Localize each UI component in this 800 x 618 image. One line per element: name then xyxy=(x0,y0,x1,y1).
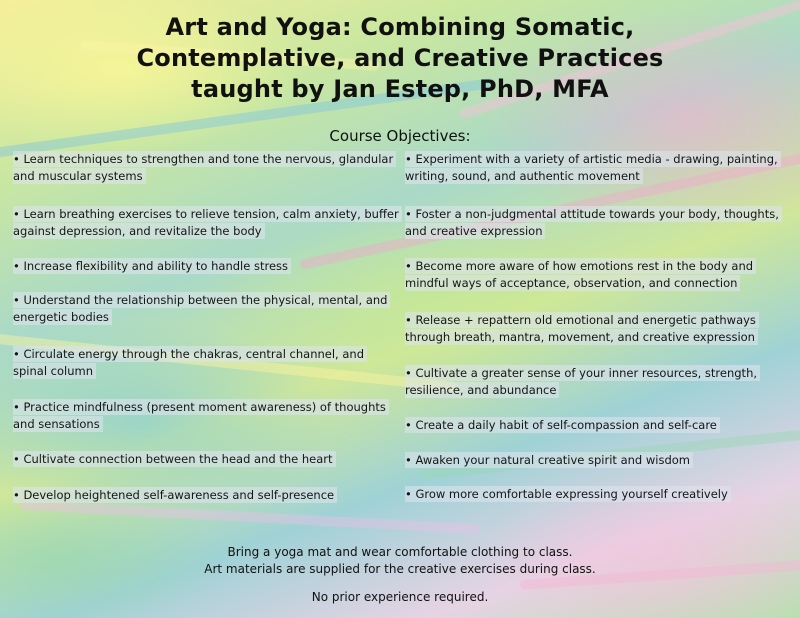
objective-item: • Learn breathing exercises to relieve tension, calm anxiety, buffer against depression, and revitalize the body xyxy=(13,206,401,240)
objective-item: • Increase flexibility and ability to handle stress xyxy=(13,258,401,275)
objective-item: • Grow more comfortable expressing yourself creatively xyxy=(405,486,790,503)
footer-note-experience: No prior experience required. xyxy=(311,590,489,604)
objective-item: • Foster a non-judgmental attitude towards your body, thoughts, and creative expression xyxy=(405,206,790,240)
instructor-line: taught by Jan Estep, PhD, MFA xyxy=(191,75,609,103)
objective-item: • Learn techniques to strengthen and tone the nervous, glandular and muscular systems xyxy=(13,151,401,185)
objective-item: • Become more aware of how emotions rest in the body and mindful ways of acceptance, observation, and connection xyxy=(405,258,790,292)
footer-note-materials: Art materials are supplied for the creative exercises during class. xyxy=(204,562,596,576)
objective-item: • Awaken your natural creative spirit and wisdom xyxy=(405,452,790,469)
objective-item: • Experiment with a variety of artistic media - drawing, painting, writing, sound, and authentic movement xyxy=(405,151,790,185)
objective-item: • Develop heightened self-awareness and self-presence xyxy=(13,487,401,504)
objective-item: • Cultivate a greater sense of your inner resources, strength, resilience, and abundance xyxy=(405,365,790,399)
objective-item: • Create a daily habit of self-compassion and self-care xyxy=(405,417,790,434)
objective-item: • Circulate energy through the chakras, central channel, and spinal column xyxy=(13,346,401,380)
objective-item: • Release + repattern old emotional and energetic pathways through breath, mantra, movement, and creative expression xyxy=(405,312,790,346)
paint-streak xyxy=(20,500,480,534)
objective-item: • Cultivate connection between the head and the heart xyxy=(13,451,401,468)
objectives-heading: Course Objectives: xyxy=(329,127,471,145)
course-title-line-2: Contemplative, and Creative Practices xyxy=(136,44,664,72)
objective-item: • Understand the relationship between the physical, mental, and energetic bodies xyxy=(13,292,401,326)
footer-note-mat: Bring a yoga mat and wear comfortable clothing to class. xyxy=(227,545,573,559)
objective-item: • Practice mindfulness (present moment awareness) of thoughts and sensations xyxy=(13,399,401,433)
course-title-line-1: Art and Yoga: Combining Somatic, xyxy=(165,13,635,41)
